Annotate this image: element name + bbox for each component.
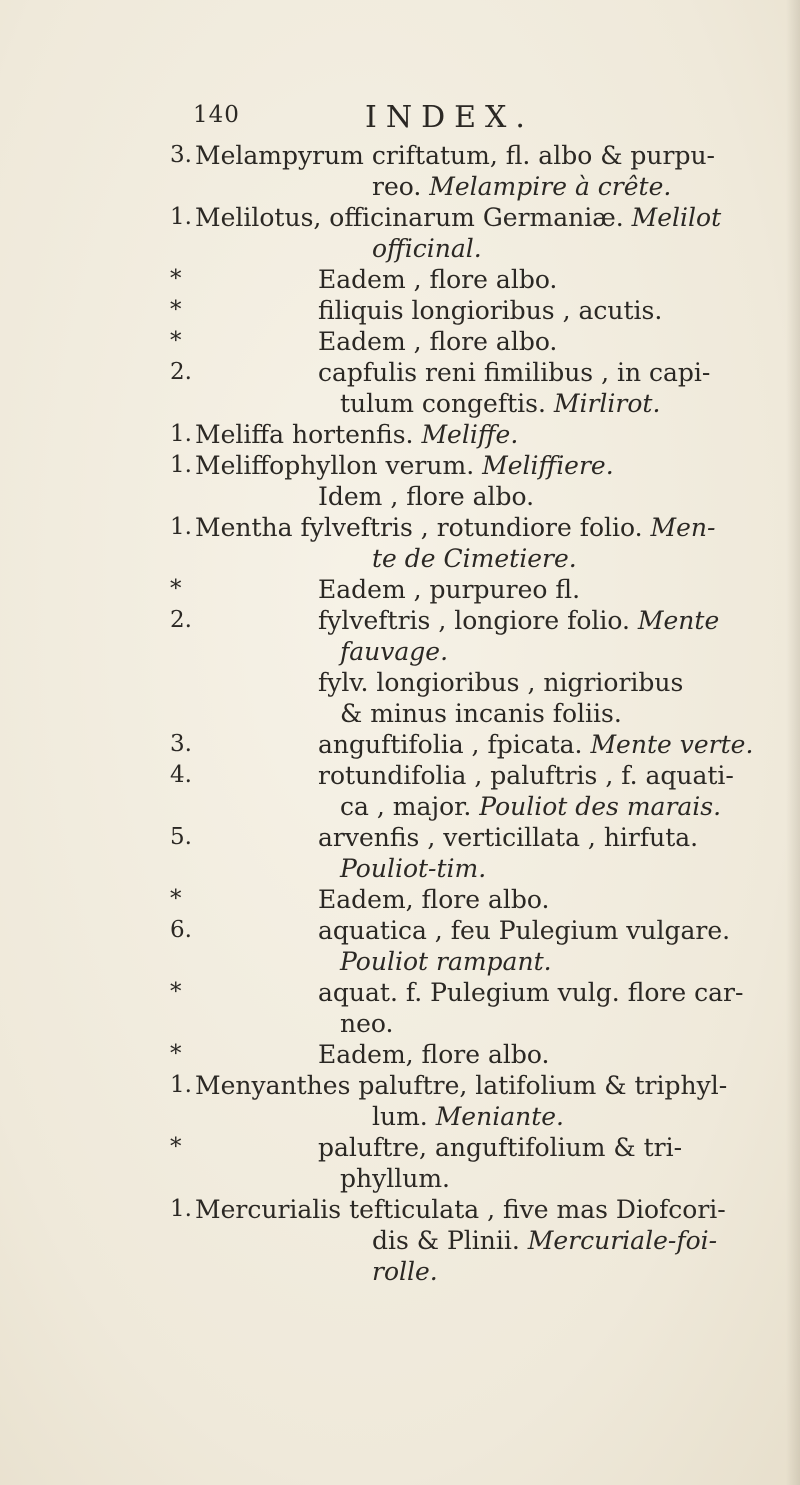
entry-line [318, 264, 557, 295]
entry-line [340, 791, 721, 822]
entry-line [340, 1008, 393, 1039]
entry-line [318, 667, 683, 698]
french-name: Men- [650, 513, 716, 542]
latin-text: Melilotus, officinarum Germaniæ. [195, 203, 632, 232]
latin-text: Meliffophyllon verum. [195, 451, 483, 480]
latin-text: fylv. longioribus , nigrioribus [318, 668, 684, 697]
entry-line [318, 822, 698, 853]
entry-marker: * [170, 576, 182, 602]
latin-text: capfulis reni fimilibus , in capi- [318, 358, 711, 387]
french-name: Meliffe. [421, 420, 519, 449]
entry-line [318, 977, 743, 1008]
latin-text: aquat. f. Pulegium vulg. flore car- [318, 978, 744, 1007]
entry-line [318, 1132, 682, 1163]
french-name: Melilot [631, 203, 722, 232]
entry-line [318, 295, 662, 326]
running-title: INDEX. [365, 100, 534, 135]
entry-line [372, 1101, 564, 1132]
entry-marker: 1. [170, 1072, 192, 1098]
entry-marker: 3. [170, 731, 192, 757]
latin-text: tulum congeftis. [340, 389, 554, 418]
entry-marker: 2. [170, 359, 192, 385]
entry-marker: * [170, 297, 182, 323]
entry-line [372, 1225, 717, 1256]
french-name: Mente [637, 606, 720, 635]
entry-marker: * [170, 1134, 182, 1160]
entry-marker: 6. [170, 917, 192, 943]
entry-line [340, 636, 448, 667]
entry-line [195, 450, 614, 481]
latin-text: Eadem , flore albo. [318, 327, 558, 356]
latin-text: neo. [340, 1009, 394, 1038]
latin-text: ca , major. [340, 792, 480, 821]
page-header [0, 100, 800, 140]
french-name: te de Cimetiere. [372, 544, 577, 573]
page-number: 140 [193, 102, 240, 128]
latin-text: Eadem, flore albo. [318, 885, 550, 914]
entry-marker: 3. [170, 142, 192, 168]
french-name: Mirlirot. [553, 389, 661, 418]
french-name: Meliffiere. [482, 451, 614, 480]
entry-line [318, 574, 580, 605]
latin-text: filiquis longioribus , acutis. [318, 296, 663, 325]
latin-text: Melampyrum criftatum, fl. albo & purpu- [195, 141, 716, 170]
latin-text: phyllum. [340, 1164, 450, 1193]
entry-marker: 1. [170, 514, 192, 540]
latin-text: dis & Plinii. [372, 1226, 528, 1255]
latin-text: aquatica , feu Pulegium vulgare. [318, 916, 731, 945]
entry-line [340, 853, 486, 884]
entry-line [318, 357, 710, 388]
french-name: Pouliot des marais. [479, 792, 722, 821]
entry-marker: * [170, 266, 182, 292]
french-name: Pouliot rampant. [340, 947, 552, 976]
latin-text: paluftre, anguftifolium & tri- [318, 1133, 683, 1162]
entry-line [340, 388, 660, 419]
entry-marker: * [170, 1041, 182, 1067]
latin-text: Mentha fylveftris , rotundiore folio. [195, 513, 651, 542]
entry-marker: * [170, 328, 182, 354]
latin-text: Eadem, flore albo. [318, 1040, 550, 1069]
french-name: Pouliot-tim. [340, 854, 487, 883]
latin-text: reo. [372, 172, 430, 201]
latin-text: & minus incanis foliis. [340, 699, 622, 728]
latin-text: anguftifolia , fpicata. [318, 730, 591, 759]
latin-text: fylveftris , longiore folio. [318, 606, 638, 635]
entry-marker: * [170, 886, 182, 912]
entry-line [372, 1256, 438, 1287]
entry-marker: 1. [170, 452, 192, 478]
entry-line [195, 419, 518, 450]
latin-text: rotundifolia , paluftris , f. aquati- [318, 761, 734, 790]
latin-text: Menyanthes paluftre, latifolium & triphyl- [195, 1071, 728, 1100]
entry-line [195, 1070, 727, 1101]
latin-text: Eadem , flore albo. [318, 265, 558, 294]
entry-marker: 2. [170, 607, 192, 633]
entry-marker: 1. [170, 1196, 192, 1222]
entry-line [195, 140, 715, 171]
french-name: Mente verte. [590, 730, 754, 759]
entry-marker: 4. [170, 762, 192, 788]
french-name: Melampire à crête. [429, 172, 672, 201]
entry-marker: 1. [170, 421, 192, 447]
entry-line [372, 233, 482, 264]
latin-text: Mercurialis tefticulata , five mas Diofcori- [195, 1195, 726, 1224]
french-name: rolle. [372, 1257, 438, 1286]
french-name: Meniante. [435, 1102, 564, 1131]
entry-line [195, 202, 721, 233]
entry-line [318, 481, 534, 512]
entry-line [340, 1163, 450, 1194]
entry-marker: 5. [170, 824, 192, 850]
latin-text: Meliffa hortenfis. [195, 420, 422, 449]
entry-marker: * [170, 979, 182, 1005]
french-name: fauvage. [340, 637, 449, 666]
french-name: Mercuriale-foi- [527, 1226, 718, 1255]
entry-line [340, 946, 552, 977]
latin-text: lum. [372, 1102, 436, 1131]
entry-line [195, 1194, 726, 1225]
entry-line [372, 171, 671, 202]
entry-marker: 1. [170, 204, 192, 230]
page-edge-shadow [786, 0, 800, 1485]
latin-text: Eadem , purpureo fl. [318, 575, 581, 604]
entry-line [318, 605, 719, 636]
entry-line [318, 884, 549, 915]
latin-text: Idem , flore albo. [318, 482, 535, 511]
entry-line [372, 543, 577, 574]
entry-line [318, 326, 557, 357]
entry-line [318, 1039, 549, 1070]
french-name: officinal. [372, 234, 482, 263]
entry-line [318, 729, 753, 760]
entry-line [195, 512, 715, 543]
entry-line [318, 915, 730, 946]
entry-line [340, 698, 622, 729]
latin-text: arvenfis , verticillata , hirfuta. [318, 823, 699, 852]
entry-line [318, 760, 734, 791]
